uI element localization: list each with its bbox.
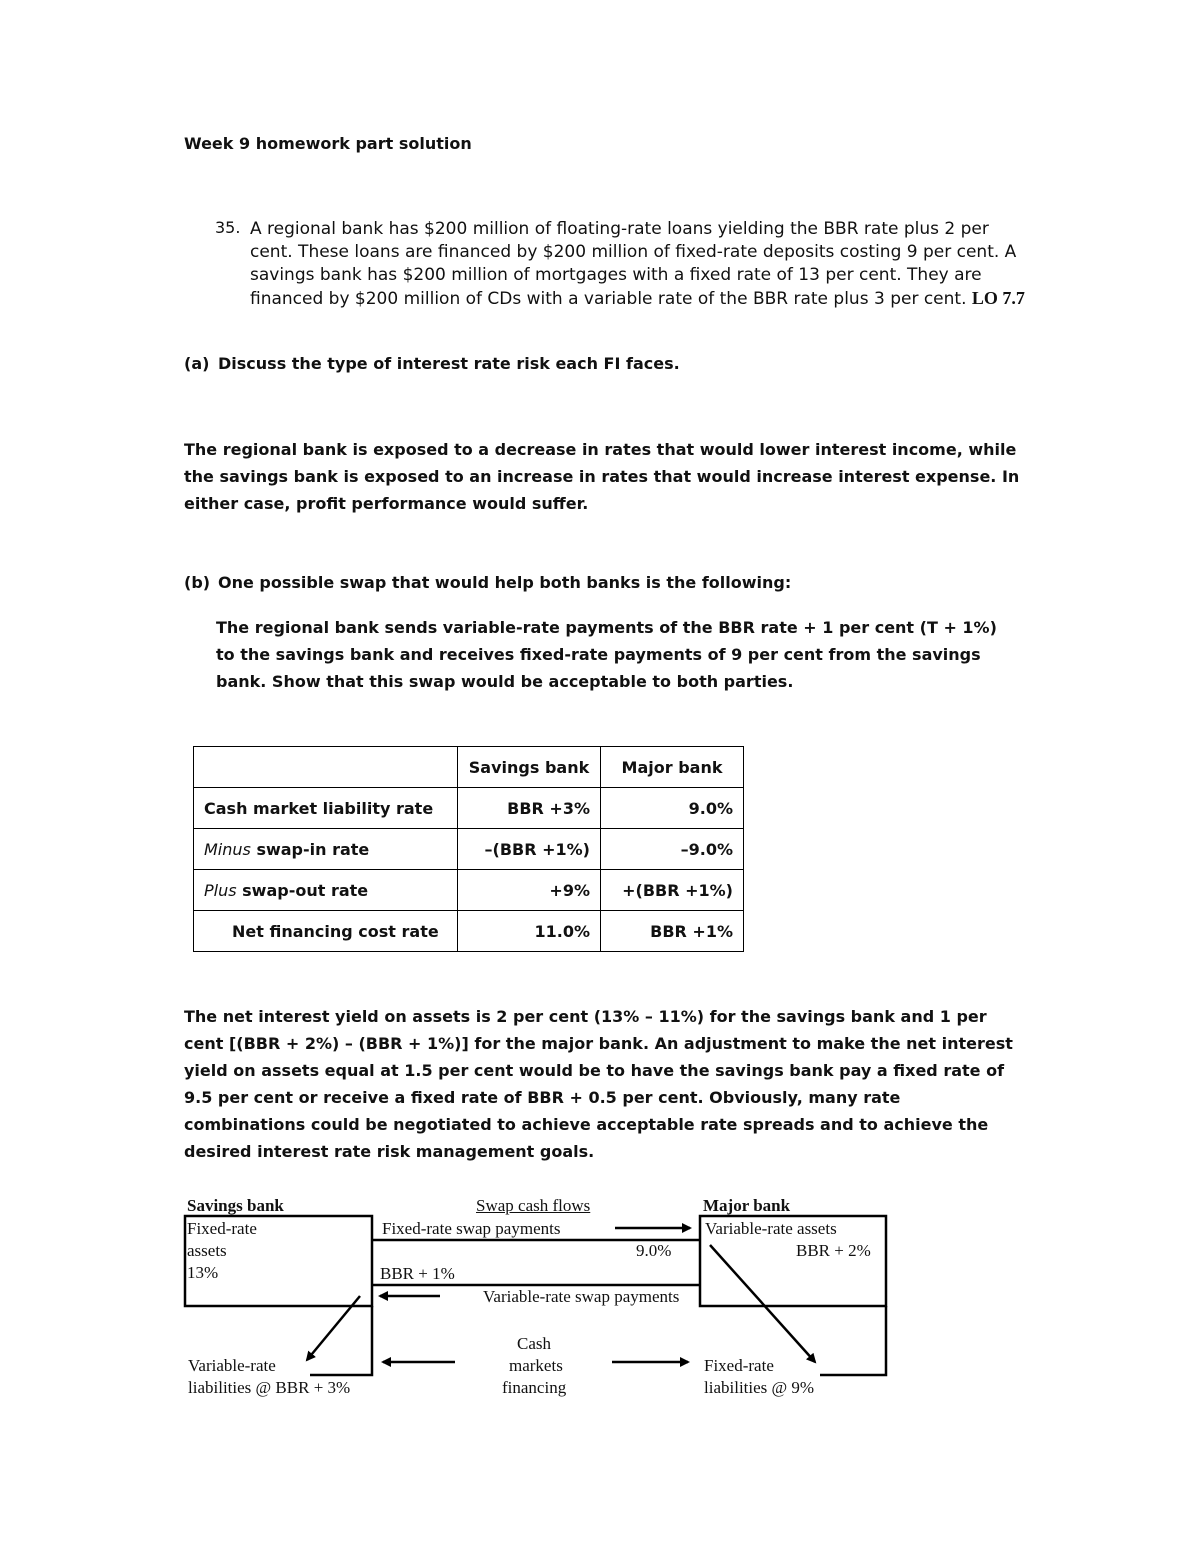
cash-line-3: financing — [502, 1378, 567, 1397]
table-header-cell: Savings bank — [458, 747, 601, 788]
major-bank-title: Major bank — [703, 1196, 791, 1215]
savings-bank-title: Savings bank — [187, 1196, 284, 1215]
savings-liability-line-2: liabilities @ BBR + 3% — [188, 1378, 351, 1397]
major-cell: BBR +1% — [601, 911, 744, 952]
savings-cell: +9% — [458, 870, 601, 911]
part-a-question: Discuss the type of interest rate risk each FI faces. — [218, 354, 680, 373]
table-header-cell: Major bank — [601, 747, 744, 788]
savings-asset-line-3: 13% — [187, 1263, 219, 1282]
row-label: Net financing cost rate — [194, 911, 458, 952]
savings-liability-line-1: Variable-rate — [188, 1356, 276, 1375]
major-asset-line-2: BBR + 2% — [796, 1241, 871, 1260]
cash-line-2: markets — [509, 1356, 563, 1375]
major-asset-line-1: Variable-rate assets — [705, 1219, 837, 1238]
major-liability-line-1: Fixed-rate — [704, 1356, 774, 1375]
savings-asset-line-2: assets — [187, 1241, 227, 1260]
row-label: Minus swap-in rate — [194, 829, 458, 870]
problem-number: 35. — [215, 218, 241, 237]
major-cell: +(BBR +1%) — [601, 870, 744, 911]
swap-cash-flows-title: Swap cash flows — [476, 1196, 591, 1215]
problem-text: A regional bank has $200 million of floating-rate loans yielding the BBR rate plus 2 per cent. These loans are financed by $200 million of fixed-rate deposits costing 9 per cent. A savings bank has $200 million of mortgages with a fixed rate of 13 per cent. They are financed by $200 million of CDs with a variable rate of the BBR rate plus 3 per cent. — [250, 219, 1017, 309]
major-liability-line-2: liabilities @ 9% — [704, 1378, 815, 1397]
variable-swap-label: Variable-rate swap payments — [483, 1287, 680, 1306]
fixed-swap-rate: 9.0% — [636, 1241, 672, 1260]
page-title: Week 9 homework part solution — [184, 134, 472, 153]
savings-asset-line-1: Fixed-rate — [187, 1219, 257, 1238]
row-label: Cash market liability rate — [194, 788, 458, 829]
major-cell: 9.0% — [601, 788, 744, 829]
part-b-label: (b) — [184, 573, 211, 592]
savings-cell: 11.0% — [458, 911, 601, 952]
part-b-answer: The net interest yield on assets is 2 per cent (13% – 11%) for the savings bank and 1 per cent [(BBR + 2%) – (BBR + 1%)] for the major bank. An adjustment to make the net interest yield on assets equal at 1.5 per cent would be to have the savings bank pay a fixed rate of 9.5 per cent or receive a fixed rate of BBR + 0.5 per cent. Obviously, many rate combinations could be negotiated to achieve acceptable rate spreads and to achieve the desired interest rate risk management goals. — [184, 1007, 1013, 1161]
part-a-label: (a) — [184, 354, 210, 373]
savings-cell: BBR +3% — [458, 788, 601, 829]
major-cell: –9.0% — [601, 829, 744, 870]
savings-cell: –(BBR +1%) — [458, 829, 601, 870]
cash-line-1: Cash — [517, 1334, 551, 1353]
part-b-question: One possible swap that would help both banks is the following: — [218, 573, 792, 592]
variable-swap-rate: BBR + 1% — [380, 1264, 455, 1283]
row-label: Plus swap-out rate — [194, 870, 458, 911]
major-liability-arrow — [710, 1245, 815, 1362]
fixed-swap-label: Fixed-rate swap payments — [382, 1219, 561, 1238]
part-b-detail: The regional bank sends variable-rate payments of the BBR rate + 1 per cent (T + 1%) to the savings bank and receives fixed-rate payments of 9 per cent from the savings bank. Show that this swap would be acceptable to both parties. — [216, 618, 997, 691]
learning-objective: LO 7.7 — [971, 288, 1025, 308]
part-a-answer: The regional bank is exposed to a decrease in rates that would lower interest income, while the savings bank is exposed to an increase in rates that would increase interest expense. In either case, profit performance would suffer. — [184, 440, 1020, 513]
